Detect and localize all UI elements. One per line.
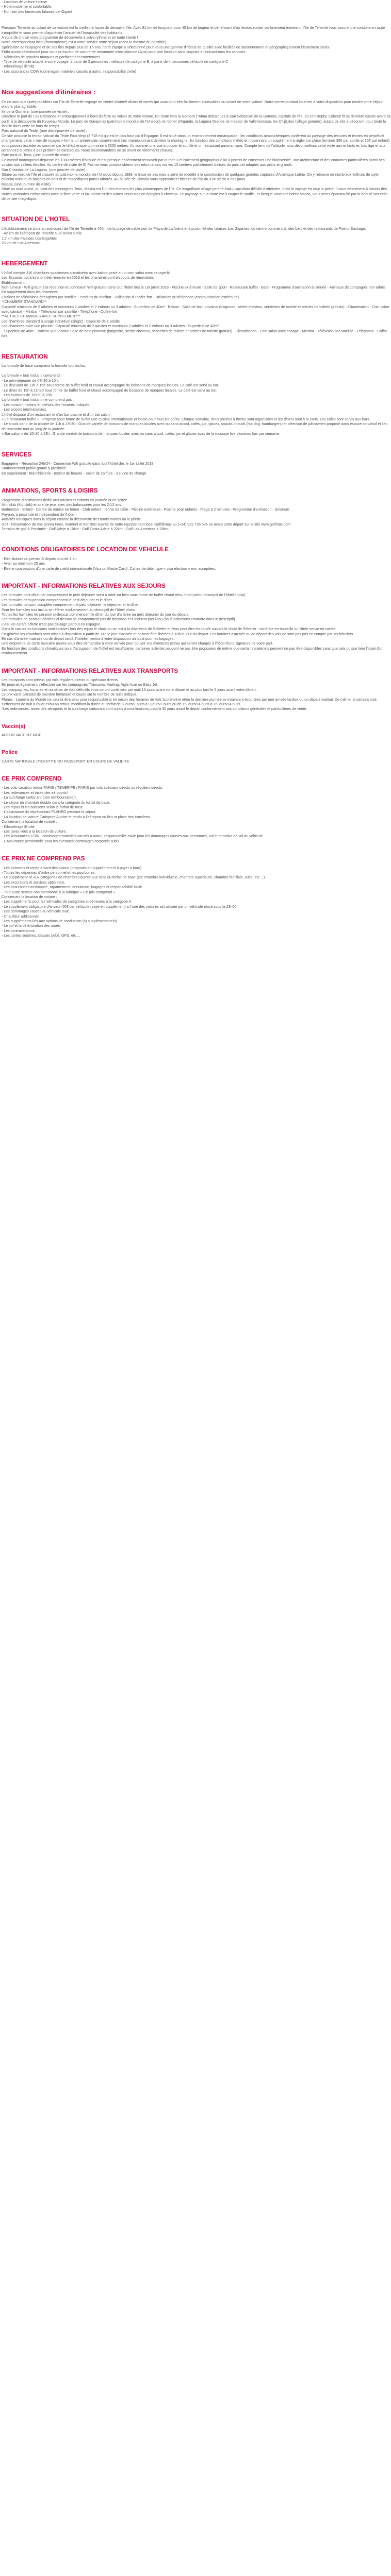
section-paragraph: La formule de base comprend la formule tout inclus. [2,363,86,368]
transport-info-section [2,668,391,712]
section-paragraph: AUCUN VACCIN EXIGE [2,733,42,737]
section-paragraph: - Les consommations en dehors des horaires indiqués. [2,402,91,407]
section-paragraph: - Les contraventions. [2,928,36,933]
section-paragraph: Les chambres avec vue piscine : Capacité minimum de 2 adultes et maximum 2 adultes et 2 enfants ou 3 adultes - Superficie de 40m² [2,324,219,329]
section-paragraph: - Superficie de 40m² - Balcon Vue Piscine Salle de bain privative (baignoire, sèche-cheveux, serviettes de toilette et articles de toilette gratuits) - Climatisation - Coin salon avec canapé - Minibar - Télévision par satellite - Téléphone - Coffre-fort [2,329,388,338]
section-paragraph: Direction le port de Los Cristianos et embarquement à bord du ferry ou volant de votre voiture. En route vers la Gomera ("Ahuu débarquez à San Sebastian de la Gomera, capitale de l'île, où Christophe Colomb fit sa dernière escale avant de partir à la découverte du Nouveau Monde. Le parc de Garajonay (patrimoine mondial de l'Unesco), le rocher d'Agando, la Laguna Grande, le mirador de Vallehermoso, les Chijitijitos (village gomero), autant de site à découvrir pour toute la famille dans cette île hors du temps. [2,114,391,128]
section-paragraph: - Etre en possession d'une carte de crédit internationale (Visa ou MasterCard). Cartes de débit type « visa électron » non acceptées. [2,566,216,571]
section-paragraph: - Les vols vacation retour PARIS / TENERIFE / PARIS par vols spéciaux directs ou réguliers directs. [2,786,164,790]
section-paragraph: Golf : Réservation de vos Green Fees, matériel et transfert auprès de notre représentant local Golf@mas au (+34) 922 735 695 ou avant votre départ sur le site www.golfmas.com [2,522,291,527]
intro-paragraph: Notre correspondant local (francophone) est à votre service votre séjour (dans la mesure du possible). [2,40,167,45]
section-paragraph: L'établissement se situe au sud-ouest de l'île de Tenerife à 400m de la plage de sable noir de Playa de La Arena et à proximité des falaises Los Gigantes, du centre commercial, des bars et des restaurants de Puerto Santiago. [2,226,366,231]
section-title: ANIMATIONS, SPORTS & LOISIRS [2,488,98,495]
section-title: SITUATION DE L'HOTEL [2,216,70,223]
section-title: Nos suggestions d'itinéraires : [2,89,96,96]
section-paragraph: L'hôtel dispose d'un restaurant et d'un bar piscine et d'un bar salon : [2,412,112,417]
section-paragraph: - Les suppléments pour les véhicules de catégories supérieures à la catégorie A. [2,900,133,904]
section-paragraph: - Le séjour en chambre double dans la catégorie du forfait de base. [2,800,110,805]
section-paragraph: - Toutes les dépenses d'ordre personnel et les pourboires. [2,870,96,875]
section-paragraph: Dans le cas où les boissons sont incluses lors des repas le choix du vin est à la discrétion de l'hôtelier et l'eau peut être en carafe suivant le choix de l'hôtelier ; minérale en bouteille ou filtrée servie en carafe. [2,627,337,632]
section-paragraph: - L'assistance du représentant FLANEO pendant le séjour. [2,810,96,815]
section-paragraph: CARTE NATIONALE D'IDENTITE OU PASSEPORT EN COURS DE VALIDITE [2,759,129,764]
section-paragraph: - Les Assurances CDW : dommages matériels causés à autrui, responsabilité civile pour les dommages causés aux personnes, vol et tentative de vol du véhicule. [2,834,264,839]
section-title: RESTAURATION [2,353,48,360]
section-paragraph: Non-fumeur - Wifi gratuit à la réception et connexion Wifi gratuite dans tout l'hôtel dès le 1er juillet 2018 - Piscine extérieure - Salle de sport - Restaurant buffet - Bars - Programme d'animation à l'année - Animaux de compagnie non admis [2,285,386,290]
section-paragraph: Pour les formules tout inclus se référer exclusivement au descriptif de l'hôtel choisi. [2,607,136,612]
section-paragraph: Ce ne sont que quelques idées car l'île de Tenerife regorge de centre d'intérêt divers et variés qui vous sont très facilement accessibles au volant de votre voiture. Notre correspondant local est à votre disposition pour rendre votre séjour encore plus agréable. [2,99,383,109]
section-paragraph: Terrains de golf à Proximité : Golf Adeje à 10km - Golf Costa Adeje à 22km - Golf Las Americas à 28km [2,527,169,531]
section-paragraph: Activités nautiques dans la région comme la découverte des fonds marins ou la pêche. [2,517,142,522]
section-paragraph: **CHAMBRE STANDARD** [2,300,46,304]
intro-paragraph: Parcourir Tenerife au volant de sa voiture est la meilleure façon de découvrir l'île. Avec 81 km de longueur pour 45 km de largeur et bénéficiant d'un réseau routier parfaitement entretenu, l'île de Tenerife vous assure une conduite en toute tranquillité et vous permet d'apprécier l'accueil et l'hospitalité des habitants. [2,26,385,35]
section-paragraph: - Les suppléments liés aux options de conduction (s) supplémentaire(s). [2,919,118,923]
section-paragraph: **AUTRES CHAMBRES AVEC SUPPLEMENT** [2,314,80,319]
section-paragraph: Le prix varie calculés de manière forfaitaire et basés sur le nombre de nuits indiqué. [2,692,138,697]
services-section [2,451,391,477]
section-paragraph: Les formules demi pension comprennent le petit déjeuner et le dîner. [2,598,113,602]
car-rental-conditions-section [2,546,391,571]
section-paragraph: Toutes les formules de pension ci-dessus commencent le dîner du jour d'arrivée au petit déjeuner du jour du départ. [2,612,189,617]
section-paragraph: Bagagerie - Réception 24h/24 - Connexion Wifi gratuite dans tout l'hôtel dès le 1er juillet 2018. [2,461,155,466]
section-paragraph: - Chauffeur additionnel. [2,914,40,919]
itineraries-section [2,89,391,201]
section-title: Police [2,749,18,756]
section-paragraph: - Les excursions et services optionnels. [2,880,66,885]
section-title: HEBERGEMENT [2,261,48,267]
section-paragraph: Stationnement public gratuit à proximité. [2,466,67,471]
section-paragraph: Masca, (une journée de visite) : [2,182,53,187]
section-paragraph: Situé au nord ouest, au pied des montagnes Teno, Masca est l'un des endroits les plus pittoresques de l'île. Ce magnifique village perché était jusqu'alors difficile à atteindre, mais le voyage en vaut la peine. Il vous emmènera à travers des routes profondes embrassées avec la flore verte et luxuriante et des ruines sinueuses en épingles à cheveux. Le paysage sur la route est à couper le souffle, et lorsque vous atteindrez Masca, vous serez époustouflé par la beauté naturelle de ce site magnifique. [2,187,388,201]
section-title: CONDITIONS OBLIGATOIRES DE LOCATION DE VEHICULE [2,547,169,553]
section-paragraph: L'eau en carafe offerte n'est pas d'usage partout en Espagne. [2,622,102,626]
activities-section [2,487,391,532]
section-paragraph: - Les assurances assistance, rapatriement, annulation, bagages et responsabilité civile. [2,885,143,890]
price-excludes-section [2,855,391,938]
section-paragraph: La formule « tout inclus » comprend : [2,374,62,378]
section-paragraph: - Le supplément lié aux catégories de chambres autres que celle du forfait de base (Ex: chambre individuelle, chambre supérieure, chambre familiale, suite, etc ...). [2,875,266,880]
section-paragraph: Une empreinte de carte bancaire pourra vous être demandée à votre arrivée pour couvrir vos éventuels extras qui seront chargés à l'hôtel d'une signature de votre part. [2,641,273,646]
section-title: CE PRIX NE COMPREND PAS [2,856,85,862]
section-paragraph: - Etre titulaire du permis B depuis plus de 1 an. [2,556,78,561]
section-title: CE PRIX COMPREND [2,775,62,782]
section-title: SERVICES [2,451,31,458]
section-paragraph: - La location de voiture Catégorie A prise et rendu à l'aéroport ou lieu et place des transferts. [2,815,151,819]
section-paragraph: - Le vol et la détérioration des roues. [2,924,61,928]
section-paragraph: Badminton - Billard - Centre de remise en forme - Club enfant - tennis de table - Piscine extérieure - Piscine pour enfants - Plage à 2 minutes - Programme d'animation - Solarium [2,507,289,512]
section-paragraph: Chaînes de télévisions étrangères par satellite - Produits du minibar - Utilisation du coffre-fort - Utilisation du téléphone (communication extérieure) [2,295,239,299]
section-paragraph: En cas d'arrivée matinale ou de départ tardif, l'hôtelier mettra à votre disposition un local pour les bagages. [2,637,175,641]
section-paragraph: - 42 km de l'aéroport de Tenerife Sud Reina Sofia [2,231,82,236]
section-paragraph: - Les boissons et repas à bord des avions (proposés en supplément et à payer à bord). [2,866,143,870]
section-paragraph: - Le snack bar « de la piscine de 11h à 17h30 : Grande variété de boissons de marques locales avec ou sans alcool, cafés, jus, glaces, snacks chauds (hot dog, hamburgers) et sélection de pâtisseries proposé dans espace convivial et lieu de rencontre tout au long de la journée. [2,422,388,431]
vaccines-section [2,723,391,738]
intro-paragraph: - Véhicules de grandes marques et parfaitement entretenues [2,55,100,59]
section-paragraph: En fonction des conditions climatiques ou si l'occupation de l'hôtel est insuffisante, certaines activités peuvent ne pas être proposées de même que certains matériels peuvent ne pas être disponibles sans que cela puisse faire l'objet d'un remboursement. [2,646,384,656]
section-paragraph: « Le restaurant buffet » : Propose sous forme de buffet une cuisine internationale et locale pour tous les goûts. Chaque semaine, deux soirées à thème sont organisées et les dîners sont à la carte. Les cafés sont servis aux bars. [2,417,370,421]
section-paragraph: - Kilométrage illimité. [2,824,36,829]
hotel-location-section [2,216,391,246]
section-paragraph: Les formules petit déjeuner comprennent le petit déjeuner servi à table ou bien sous forme de buffet chaud et/ou froid (selon descriptif de l'hôtel choisi). [2,593,247,598]
stay-info-section [2,583,391,656]
section-paragraph: Située au nord de l'île et classée au patrimoine mondial de l'Unesco depuis 1999, le tracé de ses rues a servi de modèle à la construction de quelques grandes capitales d'Amérique Latine. On y retrouve de nombreux édifices de style colonial avec leurs balcons en bois et de magnifiques patios arborés. Au Musée de Historia vous apprendrez l'histoire de l'île du XVe siècle à nos jours. [2,173,379,182]
section-paragraph: Les formules pension complète comprennent le petit déjeuner, le déjeuner et le dîner. [2,603,140,607]
section-paragraph: - Les boissons de 10h30 à 23h. [2,393,53,397]
section-title: IMPORTANT - INFORMATIONS RELATIVES AUX TRANSPORTS [2,668,178,674]
section-paragraph: - La surcharge carburant (non remboursable)*. [2,795,77,800]
section-paragraph: La formule « tout inclus » ne comprend pas : [2,398,74,402]
section-paragraph: - Tout autre service non mentionné à la rubrique « Ce prix comprend ». [2,890,117,894]
section-paragraph: Payants à proximité et indépendant de l'hôtel : [2,512,77,517]
intro-paragraph: Enfin avons sélectionné pour vous un loueur de voiture de renommée internationale (Avis) pour une location sans surprise et incluant tous les services : [2,50,248,55]
section-paragraph: Ile de la Gomera, (une journée de visite) : [2,109,69,114]
section-paragraph: En supplément dans les chambres : [2,290,60,295]
section-paragraph: Ce massif montagneux dépasse les 1300 mètres d'altitude et est presque entièrement recouvert par la mer. Cet isolement géographique lui a permis de conserver une biodiversité, une architecture et des coutumes particulières parmi ses voisins aux vallées étroites. Au centre de visite de El Palmar vous pourrez obtenir des informations sur les 13 sentiers parfaitement balisés du parc cet adaptés aux petits et grands. [2,158,385,167]
section-paragraph: Concernant la location de voiture : [2,820,57,824]
section-paragraph: - Les taxes liées à la location de voiture. [2,829,67,834]
accommodation-section [2,260,391,338]
intro-paragraph: Spécialiste de l'Espagne et de ses îles depuis plus de 15 ans, notre équipe a sélectionné pour vous une gamme d'hôtels de qualité avec facilités de stationnement et géographiquement idéalement situés. [2,45,331,49]
section-paragraph: Capacité minimum de 2 adultes et maximum 2 adultes et 2 enfants ou 3 adultes - Superficie de 40m² - Balcon - Salle de bain privative (baignoire, sèche-cheveux, serviettes de toilette et articles de toilette gratuits) - Climatisation - Coin salon avec canapé - Minibar - Télévision par satellite - Téléphone - Coffre-fort [2,304,389,314]
price-includes-section [2,775,391,844]
section-paragraph: - Les cartes routières, classes bébé, GPS, etc ... [2,934,80,938]
intro-line: - Location de voiture incluse [2,0,47,4]
section-paragraph: Etablissement : [2,280,27,285]
section-paragraph: - Les redevances et taxes des aéroports*. [2,790,70,795]
intro-line: - Hôtel moderne et confortable. [2,5,52,9]
section-paragraph: - L'Assurance personnelle pour les éventuels dommages corporels subis. [2,839,121,843]
section-paragraph: En général les chambres sont mises à disposition à partir de 14h le jour d'arrivée et doivent être libérées à 10h le jour du départ. Les horaires d'arrivée ou de départ des vols ne sont pas pris en compte par les hôteliers. [2,632,354,636]
section-paragraph: En pourrait également s'effectuer sur les compagnies Transavia, Vueling, Aigle Azur ou Easy Jet. [2,683,158,687]
intro-paragraph: - Type de véhicule adapté à votre voyage: à partir de 3 personnes : véhicule de catégorie B, à partir de 4 personnes véhicule de catégorie C [2,60,229,64]
section-paragraph: - Les dommages causés au véhicule loué. [2,909,70,914]
section-paragraph: - Les repas et les boissons selon le forfait de base. [2,805,84,809]
section-paragraph: - Avoir au minimum 25 ans. [2,562,46,566]
section-paragraph: Les chambres standard à usage individuel (single) : Capacité de 1 adulte [2,319,120,324]
section-paragraph: 1,2 km des Falaises Los Gigantes [2,236,57,241]
section-paragraph: - Le dîner de 19h à 21h30 sous forme de buffet froid et chaud accompagné de boissons de marques locales. Le café est servi au bar. [2,388,218,393]
section-paragraph: Les formules de pension décrites ci-dessus ne comprennent pas de boissons et il incluent pas l'eau (sauf indications contraire dans le descriptif). [2,617,236,622]
section-paragraph: Planes : Lumière du Monde ne saurait être tenu pour responsable si en raison des horaires de vols la première et/ou la dernière journée se trouvaient écourtées par une arrivée tardive ou un départ matinal. De même, si certains vols s'effectuent de nuit à l'aller et/ou au retour, modifiant la durée du forfait de 8 jours/7 nuits à 9 jours/7 nuits ou de 15 jours/14 nuits à 16 jours/14 nuits. [2,697,377,707]
section-paragraph: L'hôtel compte 316 chambres spacieuses climatisées avec balcon privé et un coin salon avec canapé-lit. [2,270,171,275]
section-paragraph: Mini club (Kid club) et aire de jeux avec des balançoires pour les 2-12 ans. [2,502,122,507]
section-paragraph: - Les alcools internationaux. [2,408,47,412]
section-title: IMPORTANT - INFORMATIONS RELATIVES AUX SEJOURS [2,583,166,589]
section-paragraph: Concernant la location de voiture : [2,894,57,899]
section-title: Vaccin(s) [2,723,26,730]
dining-section [2,353,391,437]
section-paragraph: Les transports sont prévus par vols réguliers directs ou spéciaux directs. [2,678,119,682]
section-paragraph: - Le petit-déjeuner de 07h30 à 10h. [2,378,59,383]
section-paragraph: - Le supplément obligatoire d'environ 50€ par véhicule (payé en supplément) si l'une des voitures est utilisée par un véhicule placé sous la 23h00. [2,904,238,909]
section-paragraph: Parc rural du Teno, (une journée de visite) : [2,153,72,158]
section-paragraph: En supplément : Blanchisserie - Institut de beauté - Salon de coiffure - Service de change [2,471,146,476]
intro-paragraph: - Les assurances CDW (dommages matériels causés à autrui, responsabilité civile) [2,69,136,74]
section-paragraph: 25 km de Los Americas [2,241,40,246]
section-paragraph: - Le déjeuner de 13h à 15h sous forme de buffet froid et chaud accompagné de boissons de marques locales. Le café est servi au bar. [2,383,219,388]
intro-line: - Non loin des fameuses falaises del Gigant [2,9,72,14]
section-paragraph: Les compagnies, horaires et numéros de vols définitifs vous seront confirmés par mail 15 jours avant votre départ et au plus tard le 5 jours avant votre départ. [2,687,257,692]
police-section [2,749,391,764]
section-paragraph: « Bar salon » de 10h30 à 23h : Grande variété de boissons de marques locales avec ou sans alcool, cafés, jus et glaces avec de la musique live plusieurs fois par semaine. [2,432,280,436]
section-paragraph: Programme d'animations dédié aux adultes et enfants en journée et en soirée. [2,498,128,502]
section-paragraph: Parc national du Teide, (une demi-journée de visite) : [2,129,87,133]
intro-section [2,0,391,74]
section-paragraph: Ce site propose la terrain volcan du Teide Pico Viejo (3 718 m) qui est le plus haut pic d'Espagne. Il est situé dans un environnement remarquable : les conditions atmosphériques confèrent au paysage des textures et teintes en perpétuel changement, cette « mer de nuages » forme un arrière-plan visuellement très impressionnant derrière la montagne. En fonction des conditions météo et moyennant un supplément à régler sur place (environ 30€ par adulte et 15€ par enfant), vous pouvez accéder au sommet par le téléphérique qui monte à 3600 mètres. Au sommet une vue à couper le souffle et un restaurant panoramique. Compte tenu de l'altitude nous déconseillons cette visite aux enfants en bas âge et aux personnes sujettes à des problèmes cardiaques. Nous recommandons de se munir de vêtements chauds. [2,133,390,152]
intro-paragraph: A vous de choisir votre programme de découverte à votre rythme et en toute liberté ! [2,36,138,40]
section-paragraph: *Les redevances, taxes des aéroports et la surcharge carburant sont sujets à modifications jusqu'à 30 jours avant le départ conformément aux conditions générales et particulières de vente. [2,707,307,711]
section-paragraph: San Cristobal de La Laguna, (une journée de visite) : [2,167,88,172]
section-paragraph: Les Espaces communs ont été rénovés en 2018 et les chambres sont en cours de rénovation. [2,276,154,280]
intro-paragraph: - Kilométrage illimité [2,64,35,69]
